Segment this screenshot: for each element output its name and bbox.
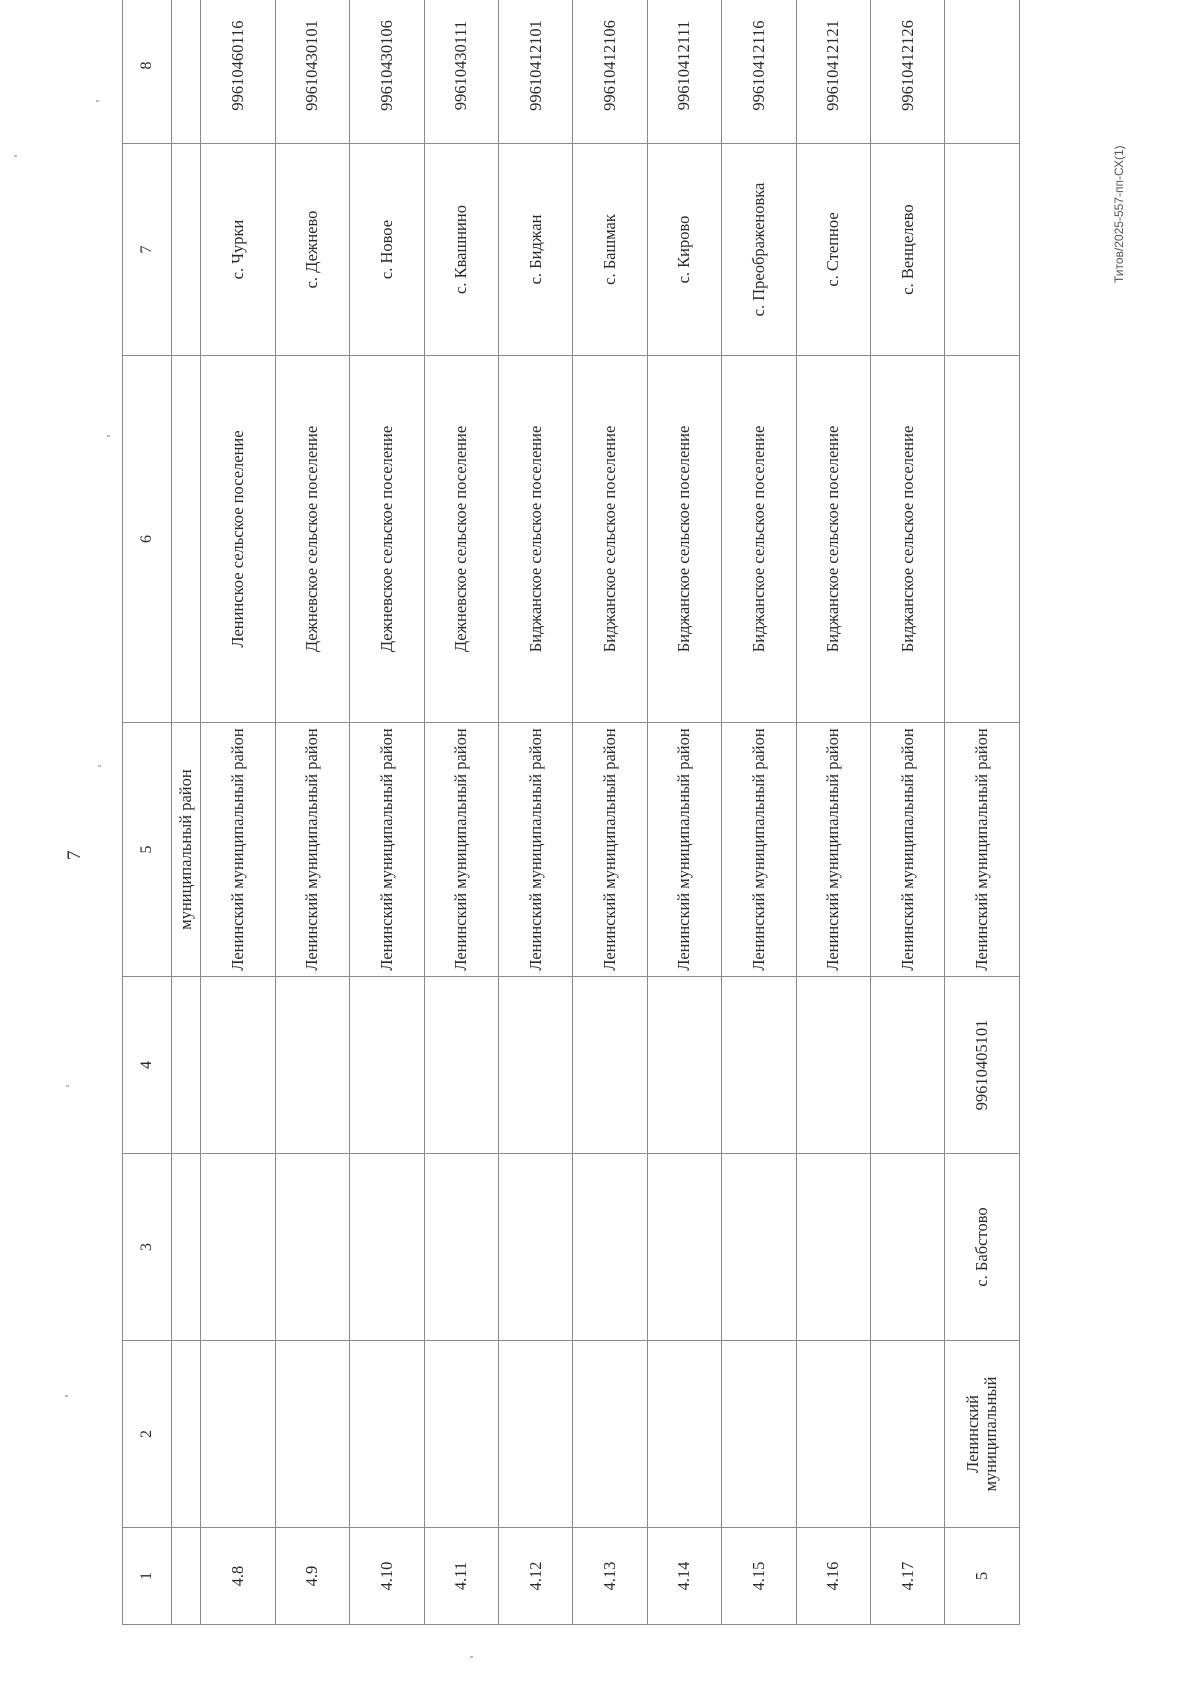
table-cell <box>647 1154 721 1341</box>
table-cell <box>647 977 721 1154</box>
table-cell <box>201 1154 275 1341</box>
table-cell: 99610460116 <box>201 0 275 144</box>
table-row <box>201 0 275 1625</box>
table-cell <box>499 1341 573 1528</box>
scan-speck <box>470 1656 473 1658</box>
table-cell: Ленинский муниципальный район <box>424 723 498 977</box>
table-cell <box>499 1154 573 1341</box>
table-row <box>722 0 796 1625</box>
table-cell: Биджанское сельское поселение <box>722 356 796 723</box>
table-container <box>122 20 1020 1625</box>
table-cell <box>647 1341 721 1528</box>
document-code: Титов/2025-557-пп-СХ(1) <box>1112 145 1126 283</box>
table-cell <box>499 977 573 1154</box>
table-cell <box>871 1154 945 1341</box>
table-cell: 5 <box>945 1528 1020 1625</box>
table-cell: 4.8 <box>201 1528 275 1625</box>
page-number: 7 <box>64 850 85 860</box>
table-cell: Ленинский муниципальный район <box>722 723 796 977</box>
table-cell <box>945 144 1020 356</box>
continuation-row <box>172 0 201 1625</box>
table-cell: с. Дежнево <box>275 144 349 356</box>
scan-speck <box>96 100 99 102</box>
table-cell <box>172 977 201 1154</box>
table-cell: Ленинский муниципальный район <box>350 723 424 977</box>
table-row <box>424 0 498 1625</box>
table-cell <box>424 1341 498 1528</box>
scan-speck <box>98 765 101 767</box>
table-cell <box>172 0 201 144</box>
table-cell: 99610412101 <box>499 0 573 144</box>
table-cell <box>573 1154 647 1341</box>
table-cell: 4.13 <box>573 1528 647 1625</box>
table-cell <box>796 1154 870 1341</box>
table-cell: Биджанское сельское поселение <box>647 356 721 723</box>
table-cell: муниципальный район <box>172 723 201 977</box>
header-row <box>123 0 172 1625</box>
table-cell: 99610412116 <box>722 0 796 144</box>
table-cell <box>275 977 349 1154</box>
table-cell <box>350 1341 424 1528</box>
table-cell: Ленинский муниципальный район <box>499 723 573 977</box>
table-cell <box>172 1341 201 1528</box>
table-cell: Дежневское сельское поселение <box>275 356 349 723</box>
table-cell: 4.10 <box>350 1528 424 1625</box>
table-cell: 4.14 <box>647 1528 721 1625</box>
header-cell: 6 <box>123 356 172 723</box>
table-row <box>796 0 870 1625</box>
table-row <box>647 0 721 1625</box>
table-cell <box>722 1154 796 1341</box>
table-cell: 4.15 <box>722 1528 796 1625</box>
table-cell: 99610430111 <box>424 0 498 144</box>
table-cell <box>350 977 424 1154</box>
table-cell: с. Преображеновка <box>722 144 796 356</box>
table-cell <box>350 1154 424 1341</box>
table-row <box>499 0 573 1625</box>
table-cell <box>275 1154 349 1341</box>
table-cell: Биджанское сельское поселение <box>871 356 945 723</box>
table-cell: с. Кирово <box>647 144 721 356</box>
table-cell <box>796 977 870 1154</box>
scan-speck <box>65 1395 68 1397</box>
table-cell: 4.17 <box>871 1528 945 1625</box>
scan-speck <box>107 435 110 437</box>
table-row <box>350 0 424 1625</box>
table-cell: Биджанское сельское поселение <box>573 356 647 723</box>
table-cell: с. Бабстово <box>945 1154 1020 1341</box>
table-cell: 99610412111 <box>647 0 721 144</box>
table-cell: с. Чурки <box>201 144 275 356</box>
header-cell: 5 <box>123 723 172 977</box>
table-cell: Ленинский муниципальный район <box>573 723 647 977</box>
table-cell <box>722 1341 796 1528</box>
header-cell: 7 <box>123 144 172 356</box>
table-cell: Ленинский муниципальный район <box>275 723 349 977</box>
scan-speck <box>14 155 17 157</box>
table-cell: с. Квашнино <box>424 144 498 356</box>
header-cell: 1 <box>123 1528 172 1625</box>
header-cell: 3 <box>123 1154 172 1341</box>
table-cell <box>172 356 201 723</box>
table-cell: 99610412106 <box>573 0 647 144</box>
table-cell: Ленинский муниципальный район <box>796 723 870 977</box>
table-cell: 4.12 <box>499 1528 573 1625</box>
table-cell: с. Венцелево <box>871 144 945 356</box>
table-cell: Ленинский муниципальный <box>945 1341 1020 1528</box>
table-cell <box>945 356 1020 723</box>
table-cell <box>722 977 796 1154</box>
table-cell: 4.11 <box>424 1528 498 1625</box>
table-cell: 99610430106 <box>350 0 424 144</box>
table-cell: Дежневское сельское поселение <box>424 356 498 723</box>
table-cell: 4.16 <box>796 1528 870 1625</box>
table-cell: с. Башмак <box>573 144 647 356</box>
table-cell: Ленинский муниципальный район <box>647 723 721 977</box>
scan-speck <box>66 1085 69 1087</box>
table-cell: Биджанское сельское поселение <box>499 356 573 723</box>
table-cell <box>201 1341 275 1528</box>
table-row <box>573 0 647 1625</box>
table-cell: Ленинское сельское поселение <box>201 356 275 723</box>
table-cell <box>172 1528 201 1625</box>
table-cell: Ленинский муниципальный район <box>871 723 945 977</box>
table-row <box>871 0 945 1625</box>
table-cell <box>573 977 647 1154</box>
table-cell: 99610412126 <box>871 0 945 144</box>
table-cell <box>424 977 498 1154</box>
data-table <box>122 0 1020 1625</box>
table-cell: с. Степное <box>796 144 870 356</box>
table-cell: 4.9 <box>275 1528 349 1625</box>
table-cell: Ленинский муниципальный район <box>201 723 275 977</box>
table-cell: Дежневское сельское поселение <box>350 356 424 723</box>
header-cell: 4 <box>123 977 172 1154</box>
table-cell <box>945 0 1020 144</box>
table-cell: с. Биджан <box>499 144 573 356</box>
table-body <box>123 0 1020 1625</box>
table-cell <box>275 1341 349 1528</box>
header-cell: 8 <box>123 0 172 144</box>
table-cell: 99610405101 <box>945 977 1020 1154</box>
table-row <box>275 0 349 1625</box>
table-cell: 99610412121 <box>796 0 870 144</box>
table-row <box>945 0 1020 1625</box>
table-cell <box>573 1341 647 1528</box>
table-cell: Биджанское сельское поселение <box>796 356 870 723</box>
table-cell <box>424 1154 498 1341</box>
table-cell <box>796 1341 870 1528</box>
table-cell <box>201 977 275 1154</box>
header-cell: 2 <box>123 1341 172 1528</box>
table-cell <box>871 977 945 1154</box>
table-cell: Ленинский муниципальный район <box>945 723 1020 977</box>
table-cell: с. Новое <box>350 144 424 356</box>
table-cell: 99610430101 <box>275 0 349 144</box>
table-cell <box>871 1341 945 1528</box>
table-cell <box>172 144 201 356</box>
table-cell <box>172 1154 201 1341</box>
